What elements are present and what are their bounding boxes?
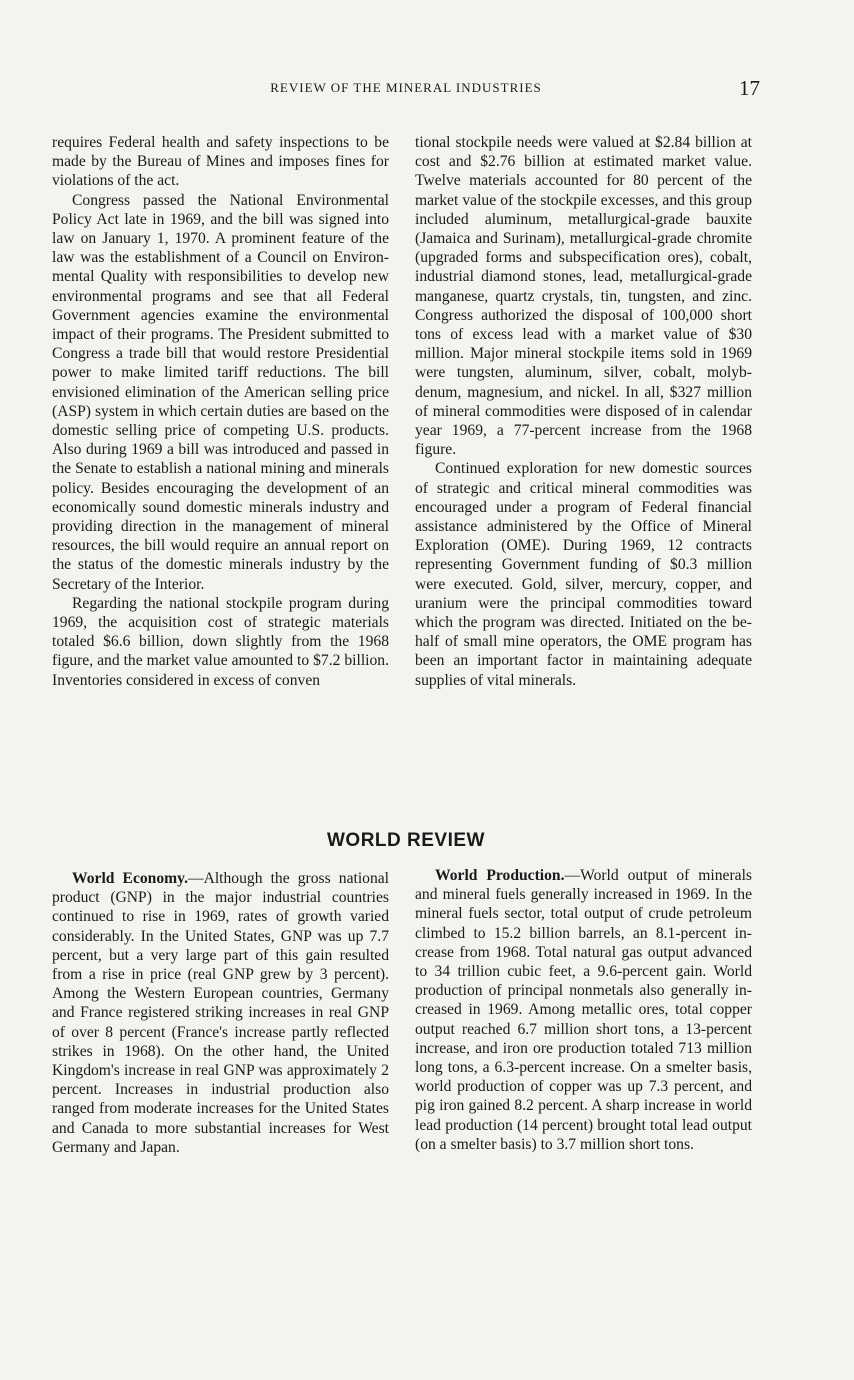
paragraph-text: —Although the gross national product (GNP) in the major industrial countries continued to rise in 1969, rates of growth varied considerably. In the United States, GNP was up 7.7 percent, but a very large part of this gain resulted from a rise in price (real GNP grew by 3 percent). Among the Western European countries, Germany and France registered striking increases in real GNP of over 8 percent (France's increase partly reflected strikes in 1968). On the other hand, the United Kingdom's increase in real GNP was approximately 2 percent. Increases in industrial production also ranged from moderate increases for the United States and Canada to more substantial increases for West Germany and Japan.	[52, 870, 389, 1156]
top-left-column	[52, 133, 389, 690]
paragraph-text: —World output of minerals and mineral fuels generally increased in 1969. In the mineral fuels sector, total output of crude petroleum climbed to 15.2 billion barrels, an 8.1-percent increase from 1968. Total natural gas output advanced to 34 trillion cubic feet, a 9.6-percent gain. World production of principal nonmetals also generally increased in 1969. Among metallic ores, total copper output reached 6.7 million short tons, a 13-percent increase, and iron ore production totaled 713 million long tons, a 6.3-percent increase. On a smelter basis, world production of copper was up 7.3 percent, and pig iron gained 8.2 percent. A sharp increase in world lead production (14 percent) brought total lead output (on a smelter basis) to 3.7 million short tons.	[415, 867, 752, 1153]
top-right-column	[415, 133, 752, 690]
paragraph	[415, 866, 752, 1154]
world-production-column	[415, 866, 752, 1154]
world-economy-column	[52, 869, 389, 1157]
running-title: REVIEW OF THE MINERAL INDUSTRIES	[270, 80, 542, 95]
run-in-heading: World Production.	[435, 867, 565, 884]
page-header	[52, 76, 760, 100]
page-number: 17	[739, 76, 760, 100]
run-in-heading: World Economy.	[72, 870, 188, 887]
paragraph: Regarding the national stockpile program during 1969, the acquisition cost of strategic materials totaled $6.6 billion, down slightly from the 1968 figure, and the market value amounted to $7.2 billion. Inventories considered in excess of conven	[52, 594, 389, 689]
paragraph	[52, 869, 389, 1157]
section-title: WORLD REVIEW	[327, 830, 485, 851]
paragraph: Congress passed the National Environmental Policy Act late in 1969, and the bill was signed into law on January 1, 1970. A prominent feature of the law was the establishment of a Council on Environmental Quality with responsibilities to develop new environmental programs and see that all Federal Government agencies examine the environmental impact of their programs. The President submitted to Congress a trade bill that would restore Presidential power to make limited tariff reductions. The bill envisioned elimination of the American selling price (ASP) system in which certain duties are based on the domestic selling price of competing U.S. products. Also during 1969 a bill was introduced and passed in the Senate to establish a national mining and minerals policy. Besides encouraging the development of an economically sound domestic minerals industry and providing direction in the management of mineral resources, the bill would require an annual report on the status of the domestic minerals industry by the Secretary of the Interior.	[52, 191, 389, 593]
paragraph: tional stockpile needs were valued at $2.84 billion at cost and $2.76 billion at estimated market value. Twelve materials accounted for 80 percent of the market value of the stockpile excesses, and this group included aluminum, metallurgical-grade bauxite (Jamaica and Surinam), metallurgical-grade chromite (upgraded forms and subspecification ores), cobalt, industrial diamond stones, lead, metallurgical-grade manganese, quartz crystals, tin, tungsten, and zinc. Congress authorized the disposal of 100,000 short tons of excess lead with a market value of $30 million. Major mineral stockpile items sold in 1969 were tungsten, aluminum, silver, cobalt, molybdenum, magnesium, and nickel. In all, $327 million of mineral commodities were disposed of in calendar year 1969, a 77-percent increase from the 1968 figure.	[415, 134, 752, 459]
paragraph: Continued exploration for new domestic sources of strategic and critical mineral commodities was encouraged under a program of Federal financial assistance administered by the Office of Mineral Exploration (OME). During 1969, 12 contracts representing Government funding of $0.3 million were executed. Gold, silver, mercury, copper, and uranium were the principal commodities toward which the program was directed. Initiated on the behalf of small mine operators, the OME program has been an important factor in maintaining adequate supplies of vital minerals.	[415, 460, 752, 689]
paragraph: requires Federal health and safety inspections to be made by the Bureau of Mines and imposes fines for violations of the act.	[52, 134, 389, 190]
